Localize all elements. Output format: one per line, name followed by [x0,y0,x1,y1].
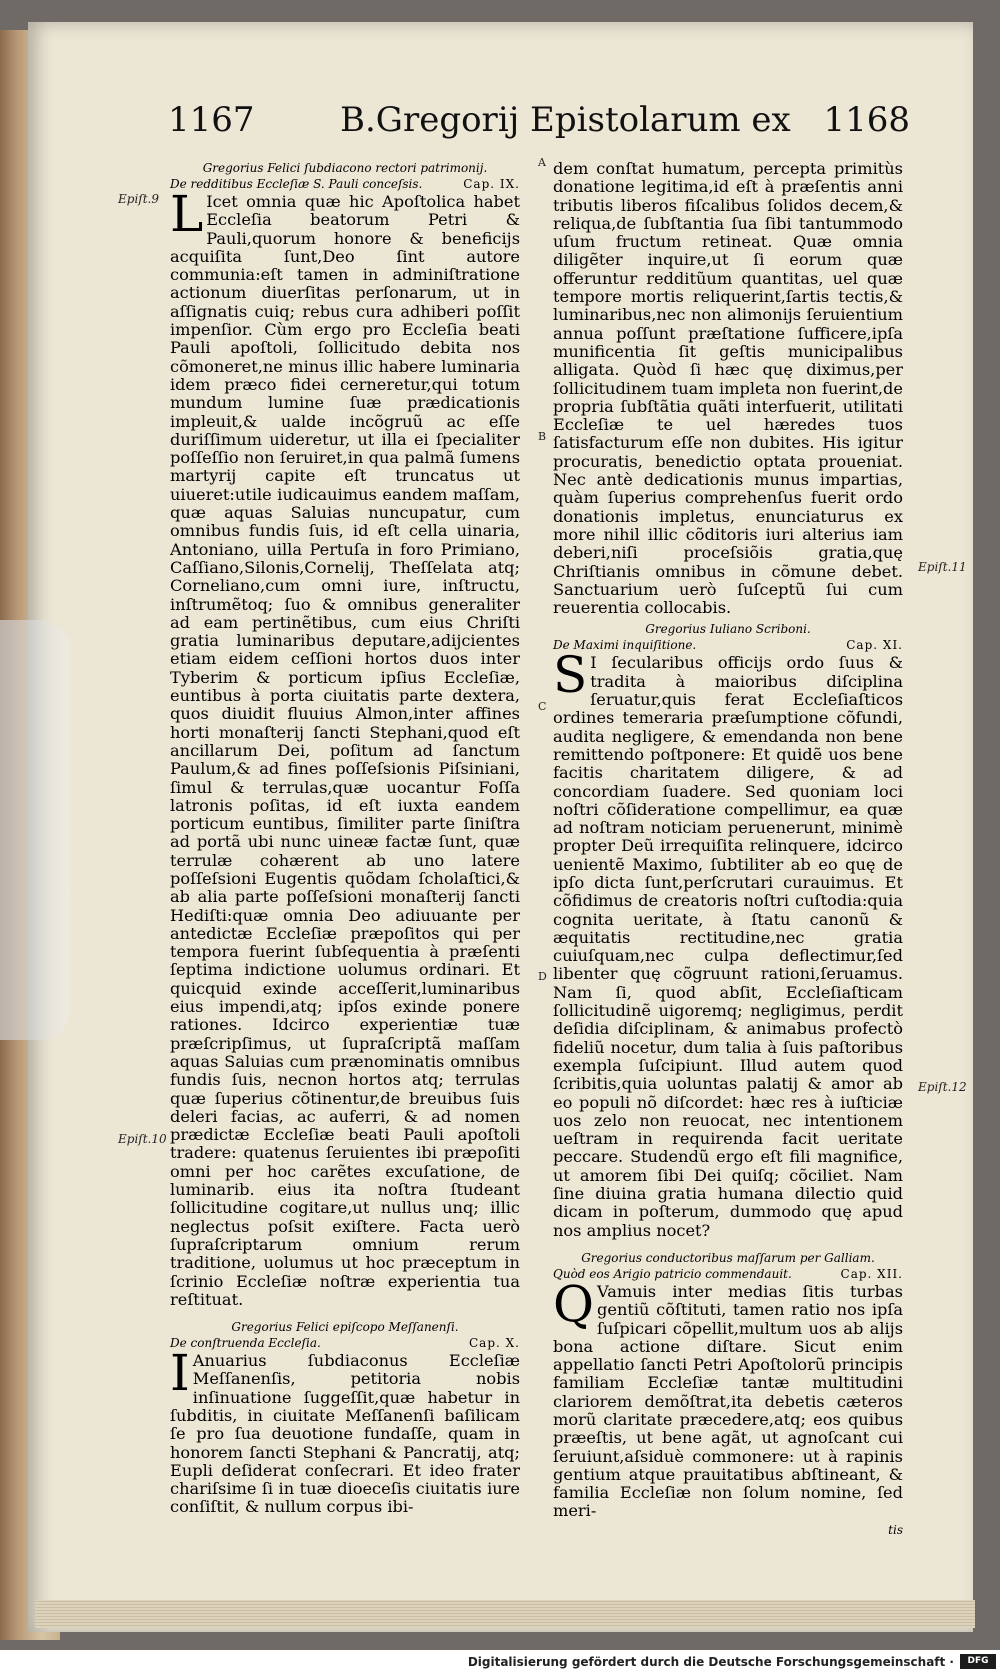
margin-letter-b: B [538,430,547,443]
cap11-subheading [553,637,903,654]
cap12-subheading [553,1266,903,1283]
page-header [150,100,910,150]
epist12-text: Vamuis inter medias ſitis turbas gentiũ cõſtituti, tamen ratio nos ipſa ſuſpicari cõpellit,multum uos ab alijs bona actione diſtare. Sicut enim appellatio ſancti Petri Apoſtolorũ principis familiam Eccleſiæ tantæ multitudini clariorem demõſtrat,ita debetis cæteros morũ claritate præcedere,atq; eos quibus præeſtis, ut bene agãt, ut agnoſcant cui ſeruiunt,aſsiduè commonere: ut à rapinis gentium atque prauitatibus abſtineant, & familia Eccleſiæ non ſolum nomine, ſed meri- [553,1281,903,1521]
cap10-number: Cap. X. [468,1336,520,1351]
cap12-subject: Quòd eos Arigio patricio commendauit. [553,1266,792,1281]
epist10-continuation: dem conſtat humatum, percepta primitùs donatione legitima,id eſt à præſentis anni tributis liberos fiſcalibus ſolidos decem,& reliqua,de ſubſtantia ſua ſibi tantummodo uſum fructum retineat. Quæ omnia diligẽter inquire,ut ſi eorum quæ offeruntur redditũum quantitas, uel quæ tempore mortis reliquerint,ſartis tectis,& luminaribus,nec non alimonijs ſeruientium annua poſſunt præſtatione ſufficere,ipſa munificentia ſit geſtis municipalibus alligata. Quòd ſi hæc quę diximus,per ſollicitudinem tuam impleta non fuerint,de propria ſubſtãtia quãti interfuerit, utilitati Eccleſiæ te uel hæredes tuos ſatisfacturum eſſe non dubites. His igitur procuratis, benedictio optata proueniat. Nec antè dedicationis munus impartias, quàm ſuperius comprehenſus fuerit ordo donationis impletus, enunciaturus ex more nihil illic cõditoris iuri alterius iam deberi,niſi proceſsiõis gratia,quę Chriſtianis omnibus in cõmune debet. Sanctuarium uerò ſuſceptũ ſui cum reuerentia collocabis. [553,159,903,618]
digitization-footer [0,1650,1000,1673]
cap9-number: Cap. IX. [463,177,520,191]
margin-letter-a: A [538,156,546,169]
cap11-number: Cap. XI. [846,638,903,653]
margin-epist-12: Epiſt.12 [918,1080,967,1094]
page-number-right: 1168 [823,100,910,140]
margin-epist-10: Epiſt.10 [118,1132,167,1146]
epist11-body [553,646,903,1240]
epist10-text: Anuarius ſubdiaconus Eccleſiæ Meſſanenſis, petitoria nobis inſinuatione ſuggeſſit,quæ habetur in ſubditis, in ciuitate Meſſanenſi baſilicam ſe pro ſua deuotione fundaſſe, quam in honorem ſancti Stephani & Pancratij, atq; Eupli deſiderat conſecrari. Et ideo frater chariſsime ſi in tuæ dioeceſis ciuitatis iure conſiſtit, & nullum corpus ibi- [170,1351,520,1517]
dfg-logo: DFG [960,1654,996,1669]
page-number-left: 1167 [168,100,255,140]
margin-epist-11: Epiſt.11 [918,560,967,574]
footer-credit: Digitalisierung gefördert durch die Deutsche Forschungsgemeinschaft · [467,1655,954,1669]
cap11-subject: De Maximi inquiſitione. [553,638,697,653]
catchword: tis [888,1522,903,1537]
cap9-subheading [170,176,520,193]
right-column [553,160,903,1539]
left-column [170,160,520,1517]
epist11-text: I ſecularibus officijs ordo ſuus & tradita à maioribus diſciplina ſeruatur,quis ferat Eccleſiaſticos ordines temeraria præſumptione cõfundi, audita negligere, & emendanda non bene remittendo poſtponere: Et quidẽ uos bene facitis charitatem diligere, & ad concordiam ſuadere. Sed quoniam loci noſtri cõſideratione compellimur, ea quæ ad noſtram noticiam peruenerunt, minimè propter Deũ irrequiſita relinquere, idcirco uenientẽ Maximo, ſubtiliter ab eo quę de ipſo dicta ſunt,perſcrutari curauimus. Et cõfidimus de creatoris noſtri cuſtodia:quia cognita ueritate, à ſtatu canonũ & æquitatis rectitudine,nec gratia cuiuſquam,nec culpa deflectimur,ſed libenter quę cõgruunt rationi,ſeruamus. Nam ſi, quod abſit, Eccleſiaſticam ſollicitudinẽ uigoremq; negligimus, perdit deſidia diſciplinam, & animabus profectò fideliũ nocetur, dum talia à ſuis paſtoribus exempla ſuſcipiunt. Illud autem quod ſcribitis,quia uoluntas palatij & amor ab eo populi nõ diſcordet: hæc res à iuſticiæ uos zelo non reuocat, nec intentionem ueſtram in requirenda facit ueritate peccare. Studendũ ergo eſt fili magnifice, ut amorem ſibi Dei quiſq; cõciliet. Nam ſine diuina gratia humana dilectio quid dicam in poſterum, dummodo quę apud nos amplius nocet? [553,653,903,1240]
epist12-dropcap: Q [553,1274,594,1333]
margin-letter-d: D [538,970,547,983]
epist12-body [553,1274,903,1521]
page-stack-edge [35,1600,975,1628]
epist10-body [170,1344,520,1517]
cap10-subheading [170,1335,520,1352]
cap12-number: Cap. XII. [840,1266,903,1281]
cap9-heading: Gregorius Felici ſubdiacono rectori patrimonij. [202,161,488,175]
margin-letter-c: C [538,700,547,713]
running-title: B.Gregorij Epistolarum ex [340,100,791,140]
cap12-heading: Gregorius conductoribus maſſarum per Galliam. [581,1250,875,1265]
cap10-heading: Gregorius Felici epiſcopo Meſſanenſi. [231,1320,459,1335]
epist9-dropcap: L [170,185,204,243]
page-clip [0,620,70,1040]
epist9-text: Icet omnia quæ hic Apoſtolica habet Eccleſia beatorum Petri & Pauli,quorum honore & beneficijs acquiſita ſunt,Deo ſint autore communia:eſt tamen in adminiſtratione actionum diuerſitas perſonarum, ut in aſſignatis cuiq; rebus cura adhiberi poſſit impenſior. Cùm ergo pro Eccleſia beati Pauli apoſtoli, ſollicitudo debita nos cõmoneret,ne minus illic habere luminaria idem præco fidei cerneretur,qui totum mundum lumine ſuæ prædicationis impleuit,& ualde incõgruũ ac eſſe duriſſimum uideretur, ut illa ei ſpecialiter poſſeſſio non ſeruiret,in qua palmã ſumens martyrij capite eſt truncatus ut uiueret:utile iudicauimus eandem maſſam, quæ aquas Saluias nuncupatur, cum omnibus fundis ſuis, id eſt cella uinaria, Antoniano, uilla Pertuſa in foro Primiano, Caſſiano,Silonis,Cornelij, Theſſelata atq; Corneliano,cum omni iure, inſtructu, inſtrumẽtoq; ſuo & omnibus generaliter ad eam pertinẽtibus, cum eius Chriſti gratia luminaribus deputare,adijcientes etiam eidem ceſſioni hortos duos inter Tyberim & porticum ipſius Eccleſiæ, euntibus à porta ciuitatis parte dextera, quos diuidit fluuius Almon,inter affines horti monaſterij ſancti Stephani,quod eſt ancillarum Dei, poſitum ad ſanctum Paulum,& ad fines poſſeſsionis Piſsiniani, ſimul & terrulas,quæ uocantur Foſſa latronis poſitas, id eſt iuxta eandem porticum euntibus, ſimiliter parte ſiniſtra ad portã ubi nunc uineæ factæ ſunt, quæ terrulæ cohærent ab uno latere poſſeſsioni Eugentis quõdam ſcholaſtici,& ab alia parte poſſeſsioni monaſterij ſancti Hediſti:quæ omnia Deo adiuuante per antedictæ Eccleſiæ præpoſitos qui per tempora fuerint ſubſequentia à præſenti ſeptima indictione uolumus ordinari. Et quicquid exinde acceſſerit,luminaribus eius impendi,atq; ipſos exinde ponere rationes. Idcirco experientiæ tuæ præſcripſimus, ut ſupraſcriptã maſſam aquas Saluias cum prænominatis omnibus fundis ſuis, necnon hortos atq; terrulas quæ ſuperius cõtinentur,de breuibus ſuis deleri facias, ac auferri, & ad nomen prædictæ Eccleſiæ beati Pauli apoſtoli tradere: quatenus ſeruientes ibi præpoſiti omni per hoc carẽtes excuſatione, de luminarib. eius ita noſtra ſtudeant ſollicitudine cogitare,ut nullus unq; illic neglectus poſsit exiſtere. Facta uerò ſupraſcriptarum omnium rerum traditione, uolumus ut hoc præceptum in ſcrinio Eccleſiæ noſtræ experientia tua reſtituat. [170,192,520,1309]
cap11-heading: Gregorius Iuliano Scriboni. [645,622,811,637]
margin-epist-9: Epiſt.9 [118,192,159,206]
cap9-subject: De redditibus Eccleſiæ S. Pauli conceſsis. [170,177,423,191]
epist10-dropcap: I [170,1344,190,1403]
cap10-subject: De conſtruenda Eccleſia. [170,1336,321,1351]
epist9-body [170,185,520,1309]
epist11-dropcap: S [553,646,588,705]
